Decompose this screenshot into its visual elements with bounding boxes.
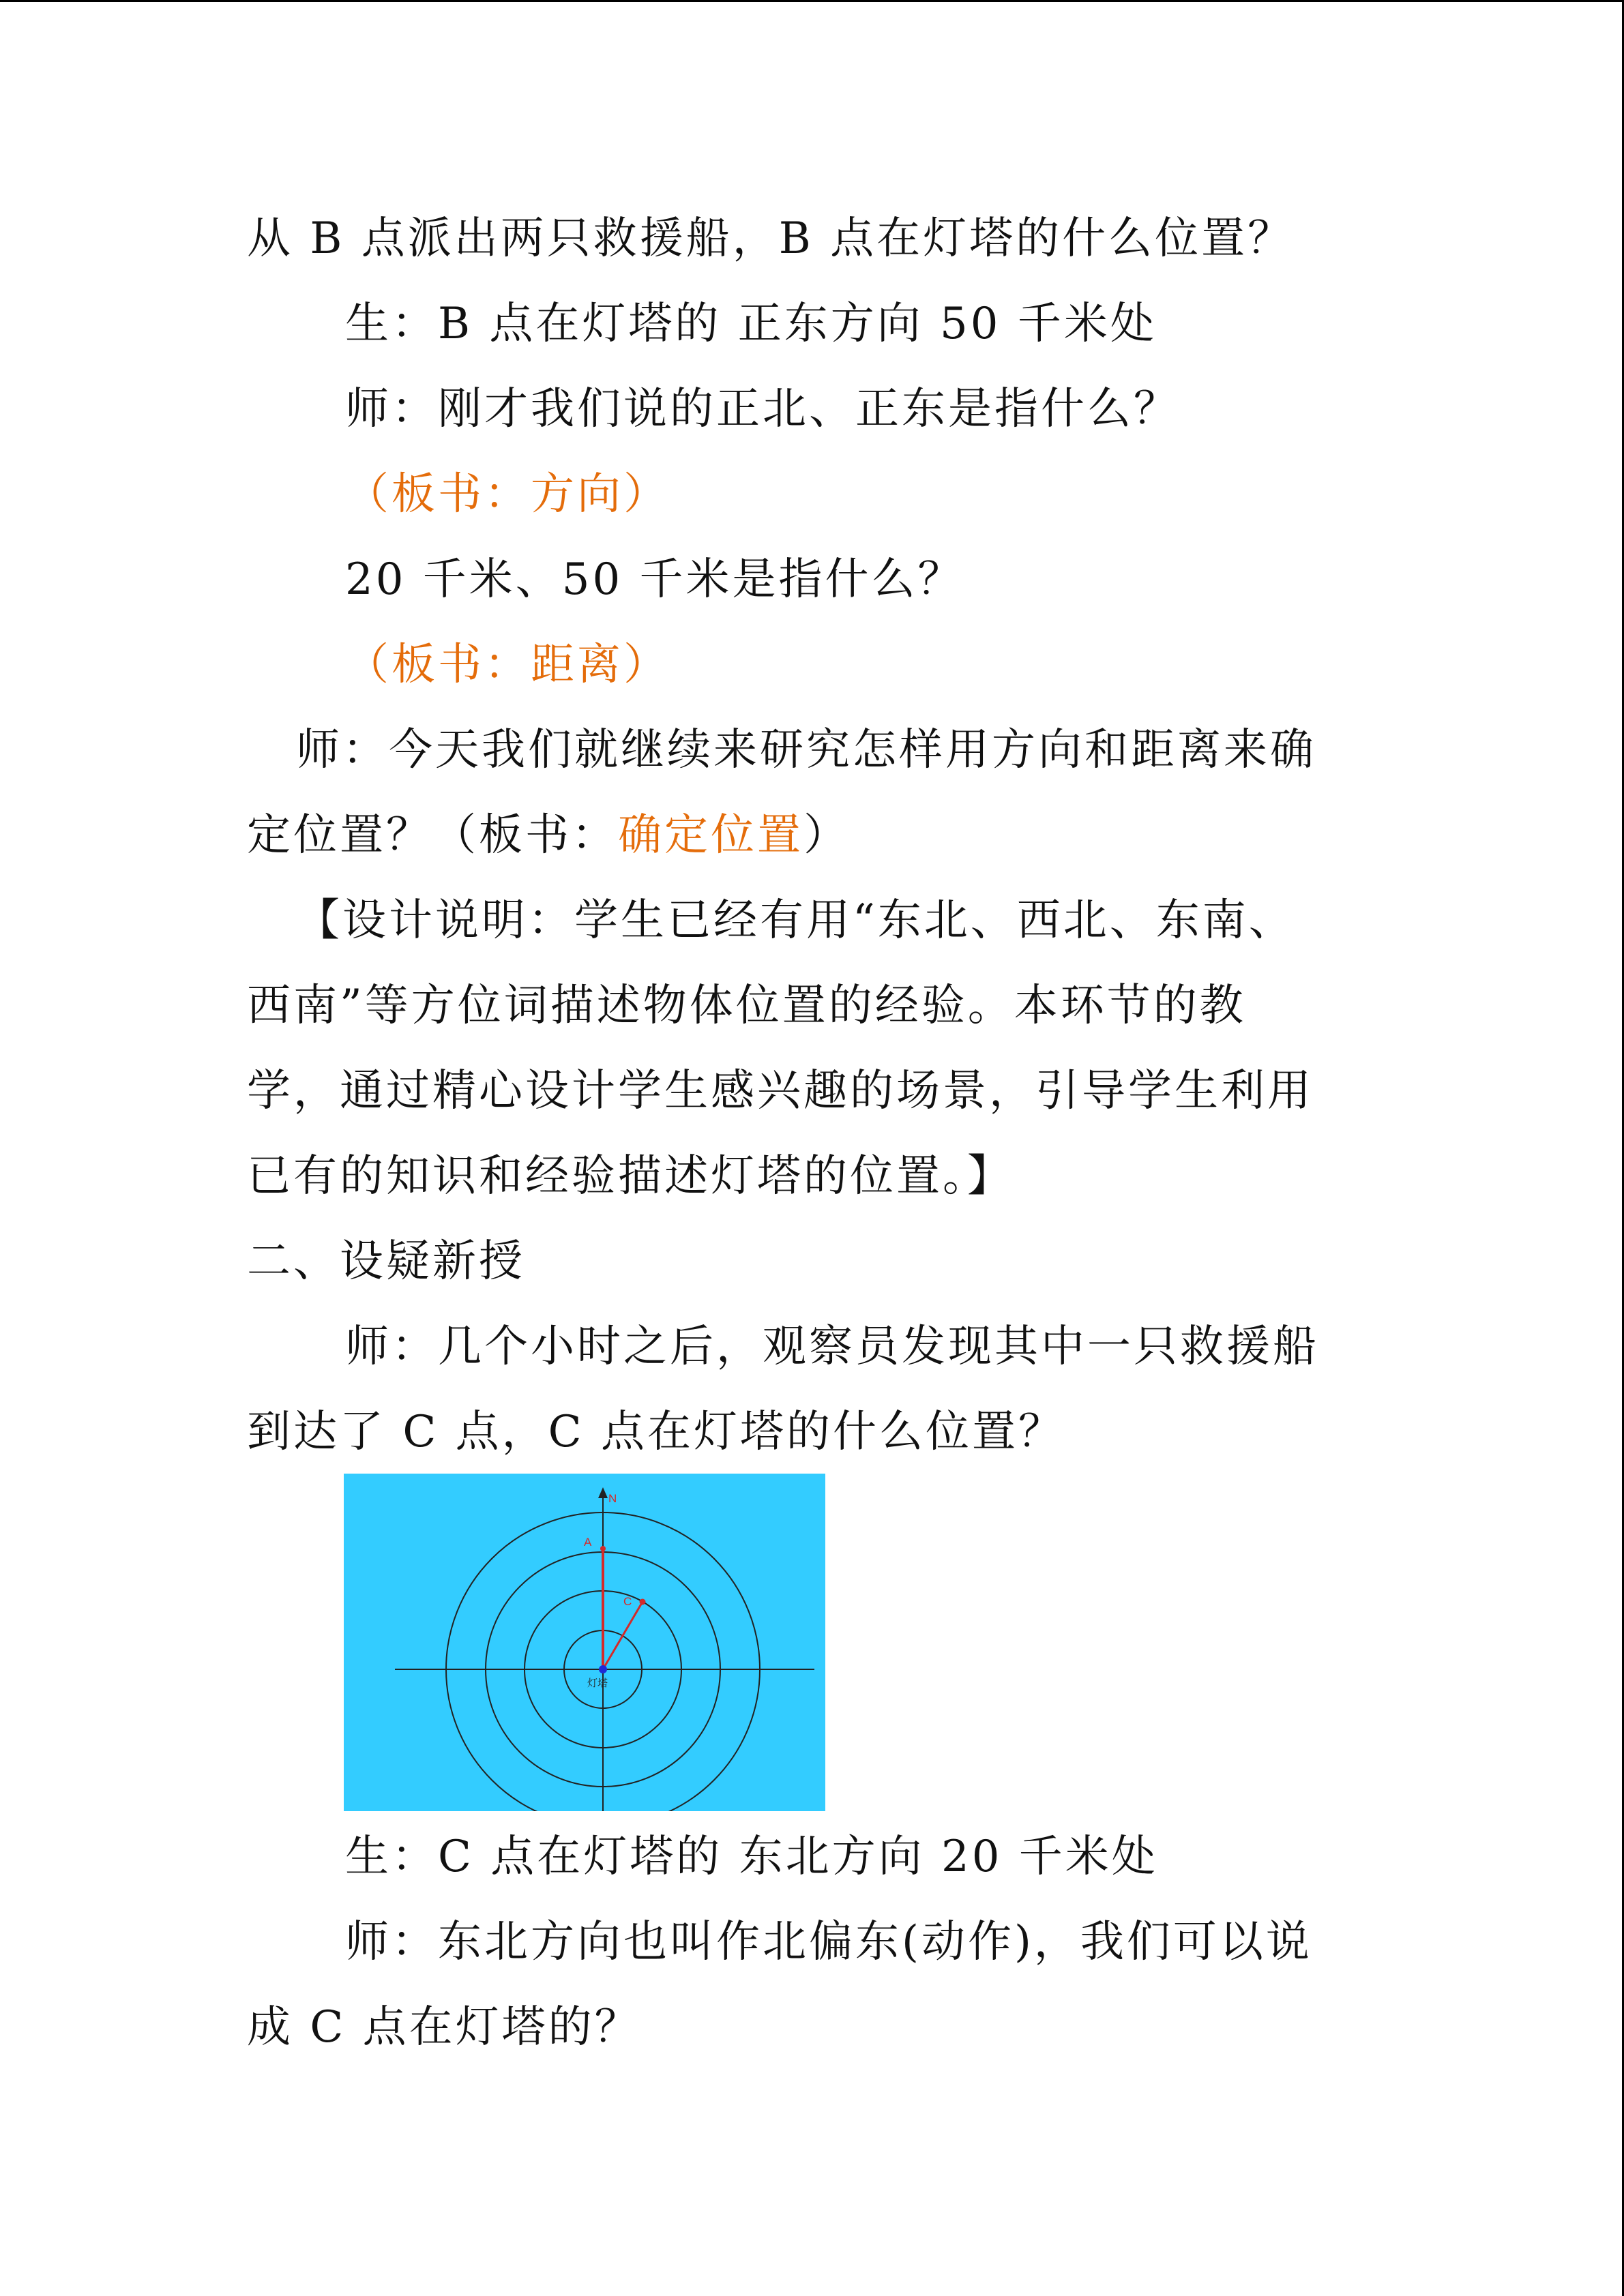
design-note-line-2: 西南”等方位词描述物体位置的经验。本环节的教 (247, 981, 1246, 1031)
lighthouse-diagram (344, 1474, 825, 1811)
point-a-label: A (584, 1536, 592, 1549)
board-topic-suffix: ） (803, 810, 850, 861)
paragraph-teacher-c-line-1: 师：几个小时之后，观察员发现其中一只救援船 (345, 1322, 1319, 1372)
point-c (640, 1599, 646, 1605)
lighthouse-point (599, 1665, 607, 1673)
section-heading: 二、设疑新授 (247, 1236, 525, 1287)
paragraph-distance-question: 20 千米、50 千米是指什么？ (345, 554, 964, 605)
paragraph-teacher-question: 师：刚才我们说的正北、正东是指什么？ (345, 384, 1180, 434)
paragraph-student-answer-c: 生：C 点在灯塔的 东北方向 20 千米处 (345, 1832, 1158, 1882)
north-label: N (608, 1492, 617, 1505)
point-c-label: C (623, 1595, 632, 1608)
paragraph-teacher-northeast-line-1: 师：东北方向也叫作北偏东(动作)，我们可以说 (345, 1917, 1312, 1967)
board-note-direction: （板书：方向） (345, 469, 670, 520)
diagram-background (344, 1474, 825, 1811)
board-topic-prefix: 定位置？（板书： (247, 810, 618, 861)
point-a (600, 1546, 606, 1551)
design-note-line-4: 已有的知识和经验描述灯塔的位置。】 (247, 1151, 1014, 1202)
paragraph-board-topic (247, 805, 850, 866)
paragraph-question-b: 从 B 点派出两只救援船，B 点在灯塔的什么位置？ (247, 213, 1295, 264)
design-note-line-1: 【设计说明：学生已经有用“东北、西北、东南、 (296, 895, 1295, 946)
design-note-line-3: 学，通过精心设计学生感兴趣的场景，引导学生利用 (247, 1066, 1314, 1116)
board-topic-highlight: 确定位置 (618, 810, 803, 861)
lighthouse-label: 灯塔 (587, 1677, 608, 1689)
board-note-distance: （板书：距离） (345, 640, 670, 690)
paragraph-teacher-intro: 师：今天我们就继续来研究怎样用方向和距离来确 (296, 725, 1316, 775)
paragraph-teacher-c-line-2: 到达了 C 点，C 点在灯塔的什么位置？ (247, 1407, 1065, 1457)
paragraph-teacher-northeast-line-2: 成 C 点在灯塔的？ (247, 2002, 641, 2053)
paragraph-student-answer-b: 生：B 点在灯塔的 正东方向 50 千米处 (345, 299, 1157, 349)
lighthouse-diagram-svg (344, 1474, 825, 1811)
